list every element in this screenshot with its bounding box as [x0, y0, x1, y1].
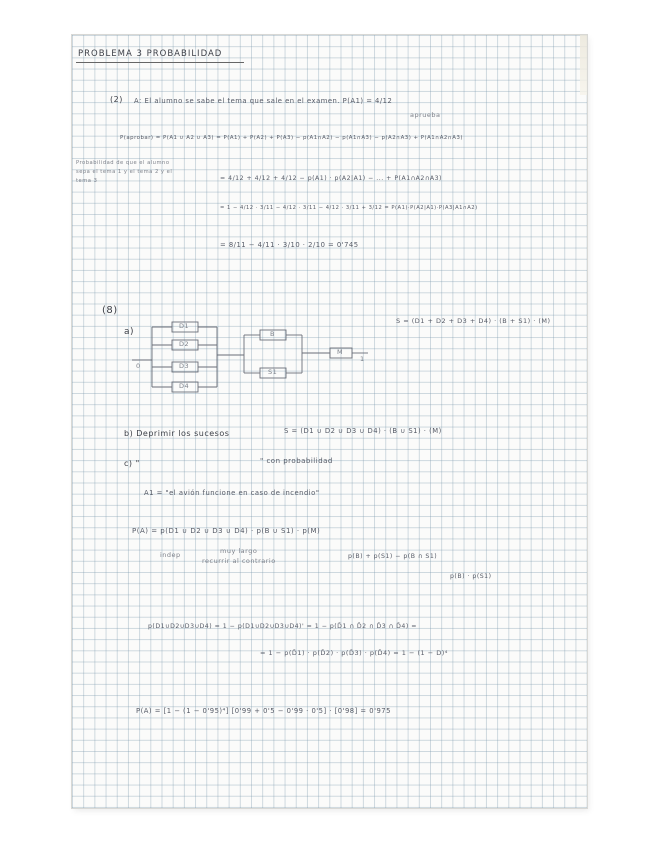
block-m: M: [337, 348, 344, 356]
block-d4: D4: [179, 382, 190, 390]
notebook-page: [72, 35, 587, 808]
block-d3: D3: [179, 362, 190, 370]
problem-2-line-4: = 8/11 − 4/11 · 3/10 · 2/10 = 0'745: [220, 241, 359, 249]
problem-8-number: (8): [102, 305, 118, 316]
output-label: 1: [360, 355, 365, 363]
block-s1: S1: [268, 368, 278, 376]
part-c-label: c) ": [124, 459, 140, 468]
problem-2-line-3: = 1 − 4/12 · 3/11 − 4/12 · 3/11 − 4/12 · 3/11 + 3/12 = P(A1)·P(A2|A1)·P(A3|A1∩A2): [220, 205, 478, 211]
problem-2-number: (2): [110, 95, 123, 104]
formula-a: S = (D1 + D2 + D3 + D4) · (B + S1) · (M): [396, 317, 551, 325]
pa-note-indep: indep: [160, 551, 181, 559]
complement-line-2: = 1 − p(D̄1) · p(D̄2) · p(D̄3) · p(D̄4) = 1 − (1 − D)⁴: [260, 649, 448, 657]
product-bs: p(B) · p(S1): [450, 573, 492, 580]
input-label: 0: [136, 362, 141, 370]
complement-line-1: p(D1∪D2∪D3∪D4) = 1 − p(D1∪D2∪D3∪D4)' = 1 − p(D̄1 ∩ D̄2 ∩ D̄3 ∩ D̄4) =: [148, 623, 417, 630]
part-b-label: b) Deprimir los sucesos: [124, 429, 230, 438]
part-c-text: " con probabilidad: [260, 457, 333, 465]
pa-line: P(A) = p(D1 ∪ D2 ∪ D3 ∪ D4) · p(B ∪ S1) · p(M): [132, 527, 321, 535]
block-b: B: [270, 330, 275, 338]
problem-2-note: aprueba: [410, 111, 441, 119]
pa-note-contrary: recurrir al contrario: [202, 557, 276, 565]
final-result: P(A) = [1 − (1 − 0'95)⁴] [0'99 + 0'5 − 0'99 · 0'5] · [0'98] = 0'975: [136, 707, 391, 715]
problem-2-side-note: Probabilidad de que el alumno sepa el tema 1 y el tema 2 y el tema 3: [76, 160, 173, 184]
union-bs: p(B) + p(S1) − p(B ∩ S1): [348, 553, 438, 560]
problem-2-statement: A: El alumno se sabe el tema que sale en el examen. P(A1) = 4/12: [134, 97, 393, 105]
part-b-formula: S = (D1 ∪ D2 ∪ D3 ∪ D4) · (B ∪ S1) · (M): [284, 427, 442, 435]
block-d2: D2: [179, 340, 190, 348]
circuit-diagram: [72, 35, 587, 808]
event-definition: A1 = "el avión funcione en caso de incendio": [144, 489, 320, 497]
problem-2-line-2: = 4/12 + 4/12 + 4/12 − p(A1) · p(A2|A1) − ... + P(A1∩A2∩A3): [220, 175, 442, 182]
block-d1: D1: [179, 322, 190, 330]
part-a-label: a): [124, 327, 135, 337]
page-title: PROBLEMA 3 PROBABILIDAD: [78, 49, 223, 59]
pa-note-long: muy largo: [220, 547, 258, 555]
problem-2-main-line: P(aprobar) = P(A1 ∪ A2 ∪ A3) = P(A1) + P(A2) + P(A3) − p(A1∩A2) − p(A1∩A3) − p(A2∩A3) + P(A1∩A2∩A3): [120, 135, 463, 141]
